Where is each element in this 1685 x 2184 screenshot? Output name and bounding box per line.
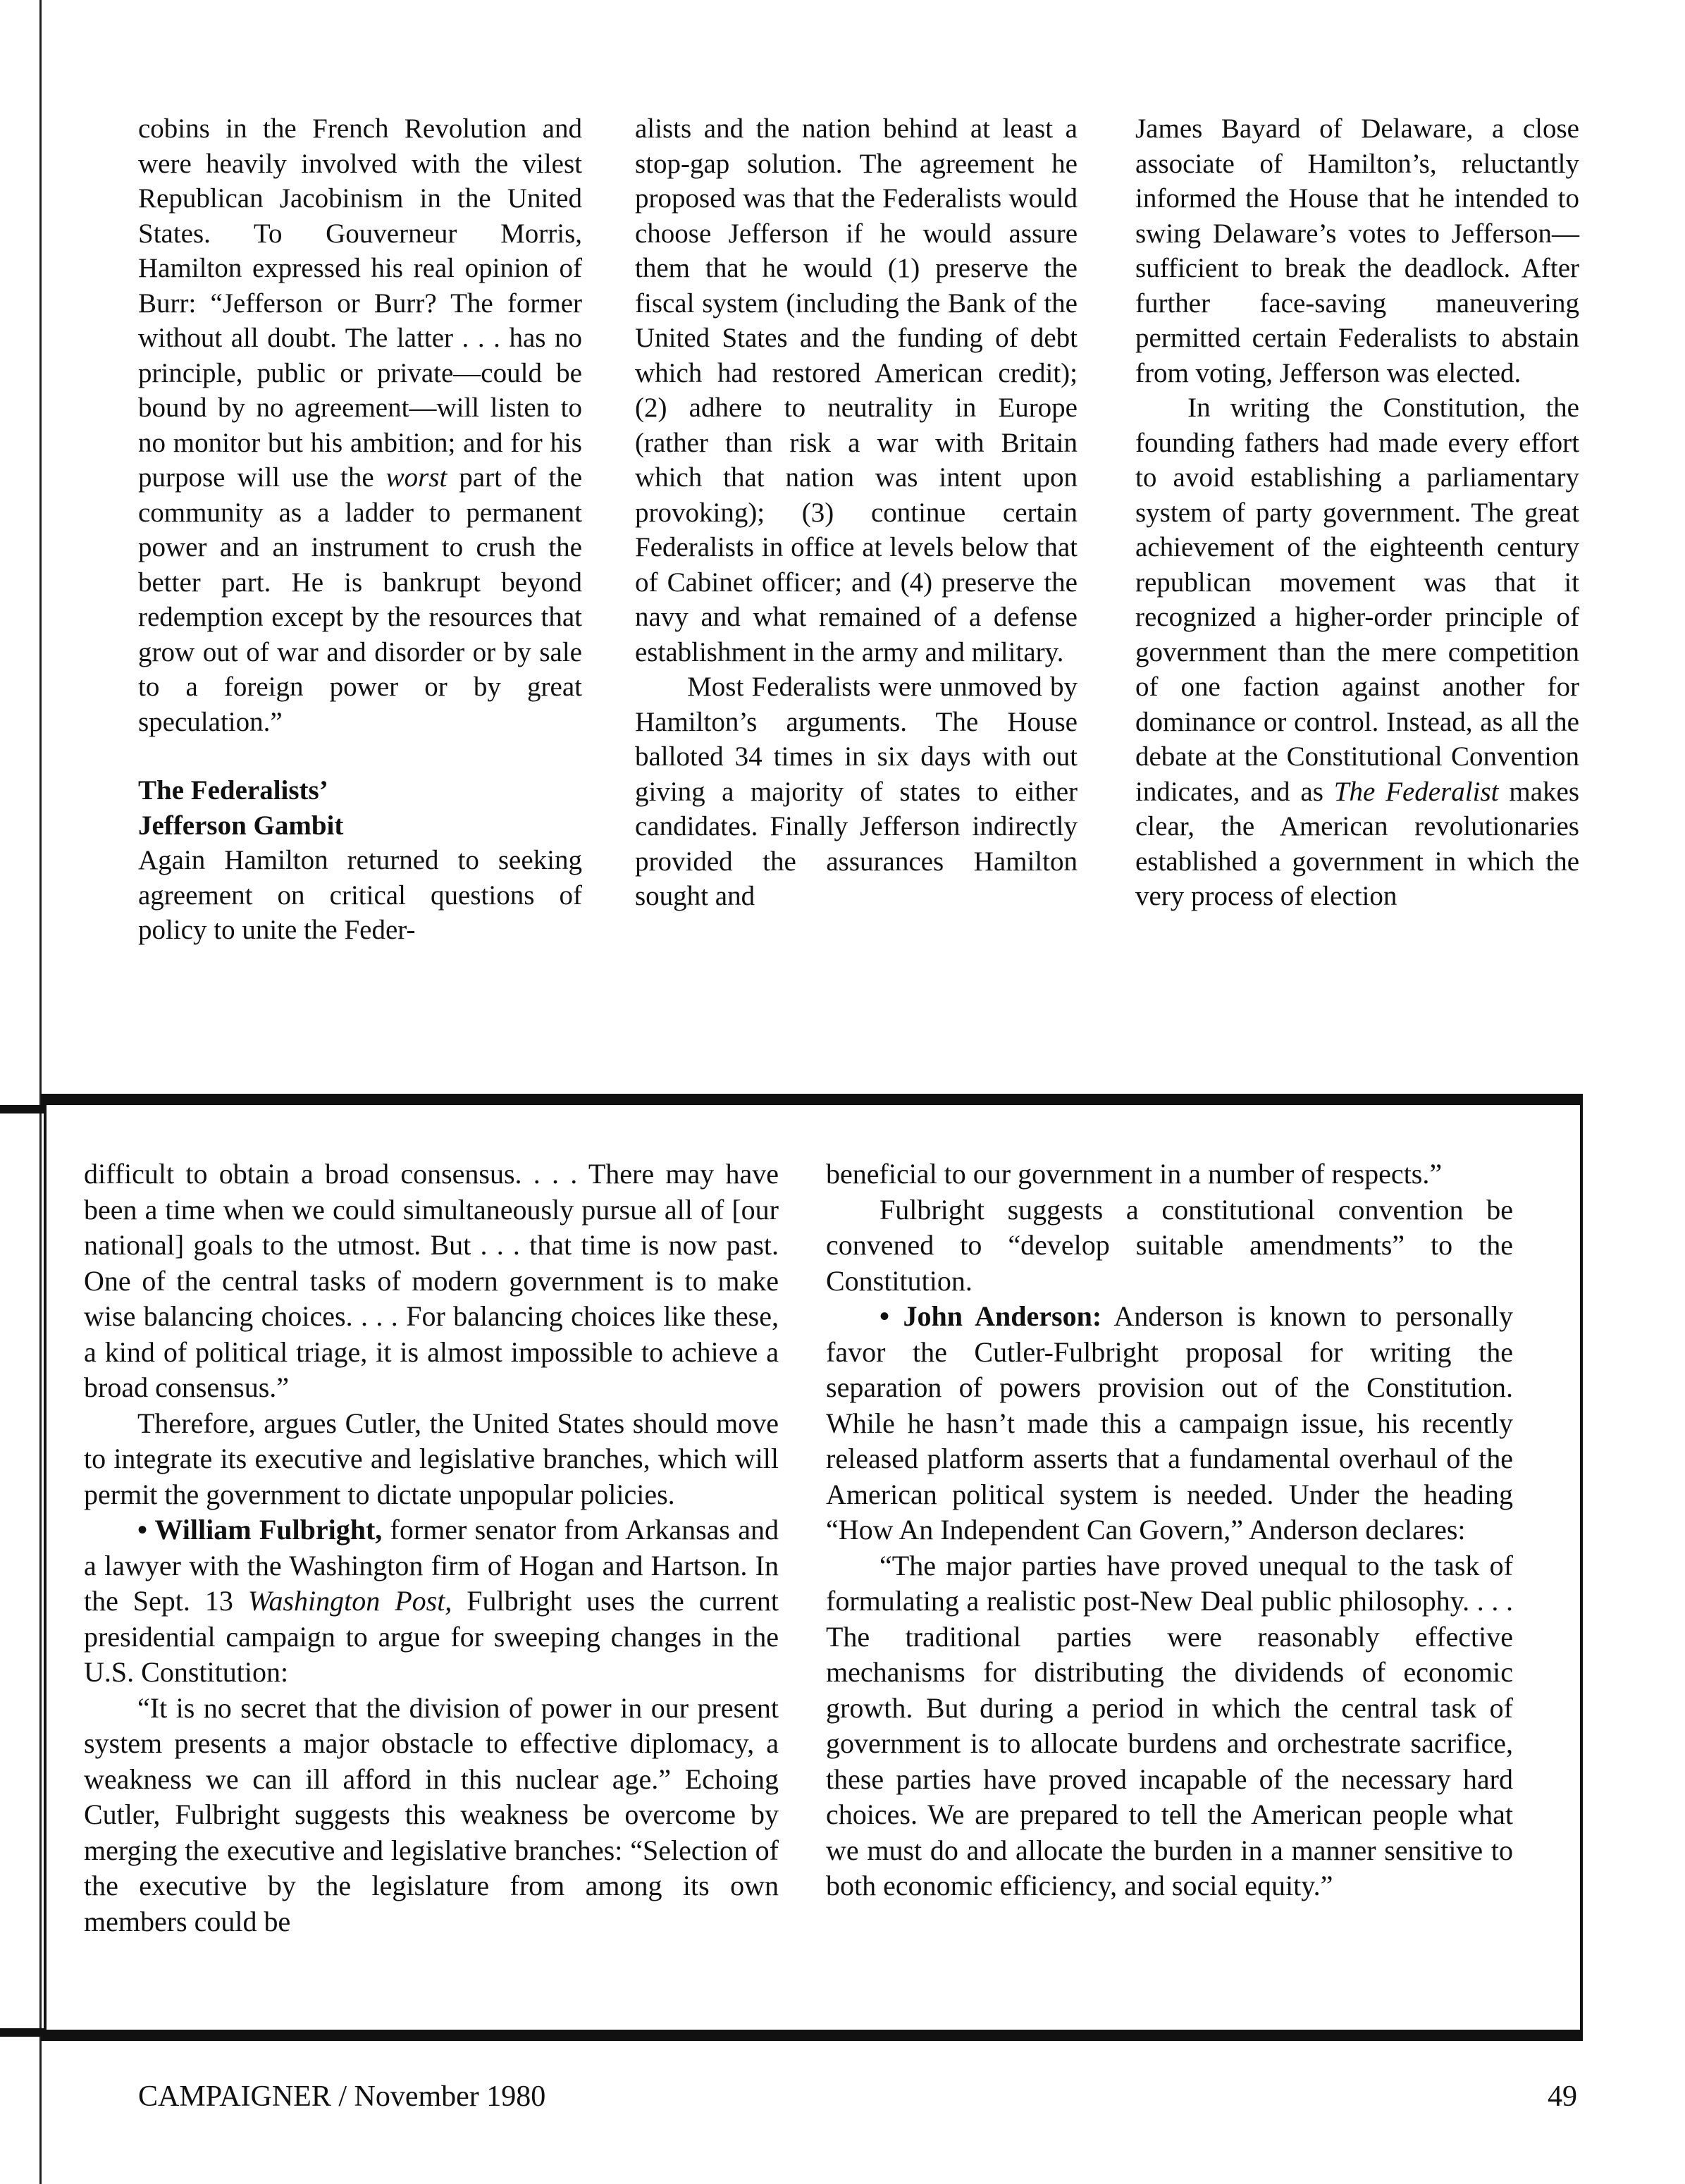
paragraph: Again Hamilton returned to seeking agreement on critical questions of policy to unite the Feder- [138, 845, 582, 945]
paragraph: • John Anderson: Anderson is known to personally favor the Cutler-Fulbright proposal for writing the separation of powers provision out of the Constitution. While he hasn’t made this a campaign issue, his recently released platform asserts that a fundamental overhaul of the American political system is needed. Under the heading “How An Independent Can Govern,” Anderson declares: [826, 1300, 1513, 1546]
page-number: 49 [1548, 2080, 1577, 2113]
box-column-2 [826, 1156, 1513, 1904]
box-bottom-rule [41, 2030, 1580, 2041]
paragraph: “The major parties have proved unequal to the task of formulating a realistic post-New Deal public philosophy. . . . The traditional parties were reasonably effective mechanisms for distributing the dividends of economic growth. But during a period in which the central task of government is to allocate burdens and orchestrate sacrifice, these parties have proved incapable of the necessary hard choices. We are prepared to tell the American people what we must do and allocate the burden in a manner sensitive to both economic efficiency, and social equity.” [826, 1549, 1513, 1901]
margin-mark [0, 2028, 44, 2037]
paragraph: James Bayard of Delaware, a close associate of Hamilton’s, reluctantly informed the House that he intended to swing Delaware’s votes to Jefferson—sufficient to break the deadlock. After further face-saving maneuvering permitted certain Federalists to abstain from voting, Jefferson was elected. [1135, 113, 1579, 388]
paragraph: “It is no secret that the division of power in our present system presents a major obstacle to effective diplomacy, a weakness we can ill afford in this nuclear age.” Echoing Cutler, Fulbright suggests this weakness be overcome by merging the executive and legislative branches: “Selection of the executive by the legislature from among its own members could be [84, 1691, 779, 1937]
section-heading: The Federalists’ Jefferson Gambit [138, 775, 344, 841]
paragraph: cobins in the French Revolution and were heavily involved with the vilest Republican Jacobinism in the United States. To Gouverneur Morris, Hamilton expressed his real opinion of Burr: “Jefferson or Burr? The former without all doubt. The latter . . . has no principle, public or private—could be bound by no agreement—will listen to no monitor but his ambition; and for his purpose will use the worst part of the community as a ladder to permanent power and an instrument to crush the better part. He is bankrupt beyond redemption except by the resources that grow out of war and disorder or by sale to a foreign power or by great speculation.” [138, 113, 583, 737]
paragraph: alists and the nation behind at least a stop-gap solution. The agreement he proposed was that the Federalists would choose Jefferson if he would assure them that he would (1) preserve the fiscal system (including the Bank of the United States and the funding of debt which had restored American credit); (2) adhere to neutrality in Europe (rather than risk a war with Britain which that nation was intent upon provoking); (3) continue certain Federalists in office at levels below that of Cabinet officer; and (4) preserve the navy and what remained of a defense establishment in the army and military. [635, 113, 1078, 667]
paragraph: In writing the Constitution, the founding fathers had made every effort to avoid establishing a parliamentary system of party government. The great achievement of the eighteenth century republican movement was that it recognized a higher-order principle of government than the mere competition of one faction against another for dominance or control. Instead, as all the debate at the Constitutional Convention indicates, and as The Federalist makes clear, the American revolutionaries established a government in which the very process of election [1135, 393, 1579, 911]
paragraph: beneficial to our government in a number of respects.” [826, 1158, 1443, 1190]
paragraph: difficult to obtain a broad consensus. . . . There may have been a time when we could simultaneously pursue all of [our national] goals to the utmost. But . . . that time is now past. One of the central tasks of modern government is to make wise balancing choices. . . . For balancing choices like these, a kind of political triage, it is almost impossible to achieve a broad consensus.” [84, 1158, 779, 1403]
box-column-1 [84, 1156, 779, 1939]
bullet-name: • John Anderson: [879, 1300, 1102, 1332]
paragraph: • William Fulbright, former senator from Arkansas and a lawyer with the Washington firm of Hogan and Hartson. In the Sept. 13 Washington Post, Fulbright uses the current presidential campaign to argue for sweeping changes in the U.S. Constitution: [84, 1514, 779, 1688]
bullet-name: • William Fulbright, [137, 1514, 383, 1546]
margin-mark [0, 1105, 44, 1113]
article-column-2 [635, 111, 1078, 914]
footer-publication: CAMPAIGNER / November 1980 [138, 2080, 546, 2113]
page-edge-line [39, 0, 42, 2184]
article-column-1 [138, 111, 582, 948]
paragraph: Most Federalists were unmoved by Hamilton’s arguments. The House balloted 34 times in six days with out giving a majority of states to either candidates. Finally Jefferson indirectly provided the assurances Hamilton sought and [635, 672, 1078, 911]
paragraph: Therefore, argues Cutler, the United States should move to integrate its executive and legislative branches, which will permit the government to dictate unpopular policies. [84, 1407, 779, 1510]
article-column-3 [1135, 111, 1579, 914]
paragraph: Fulbright suggests a constitutional convention be convened to “develop suitable amendments” to the Constitution. [826, 1193, 1513, 1297]
